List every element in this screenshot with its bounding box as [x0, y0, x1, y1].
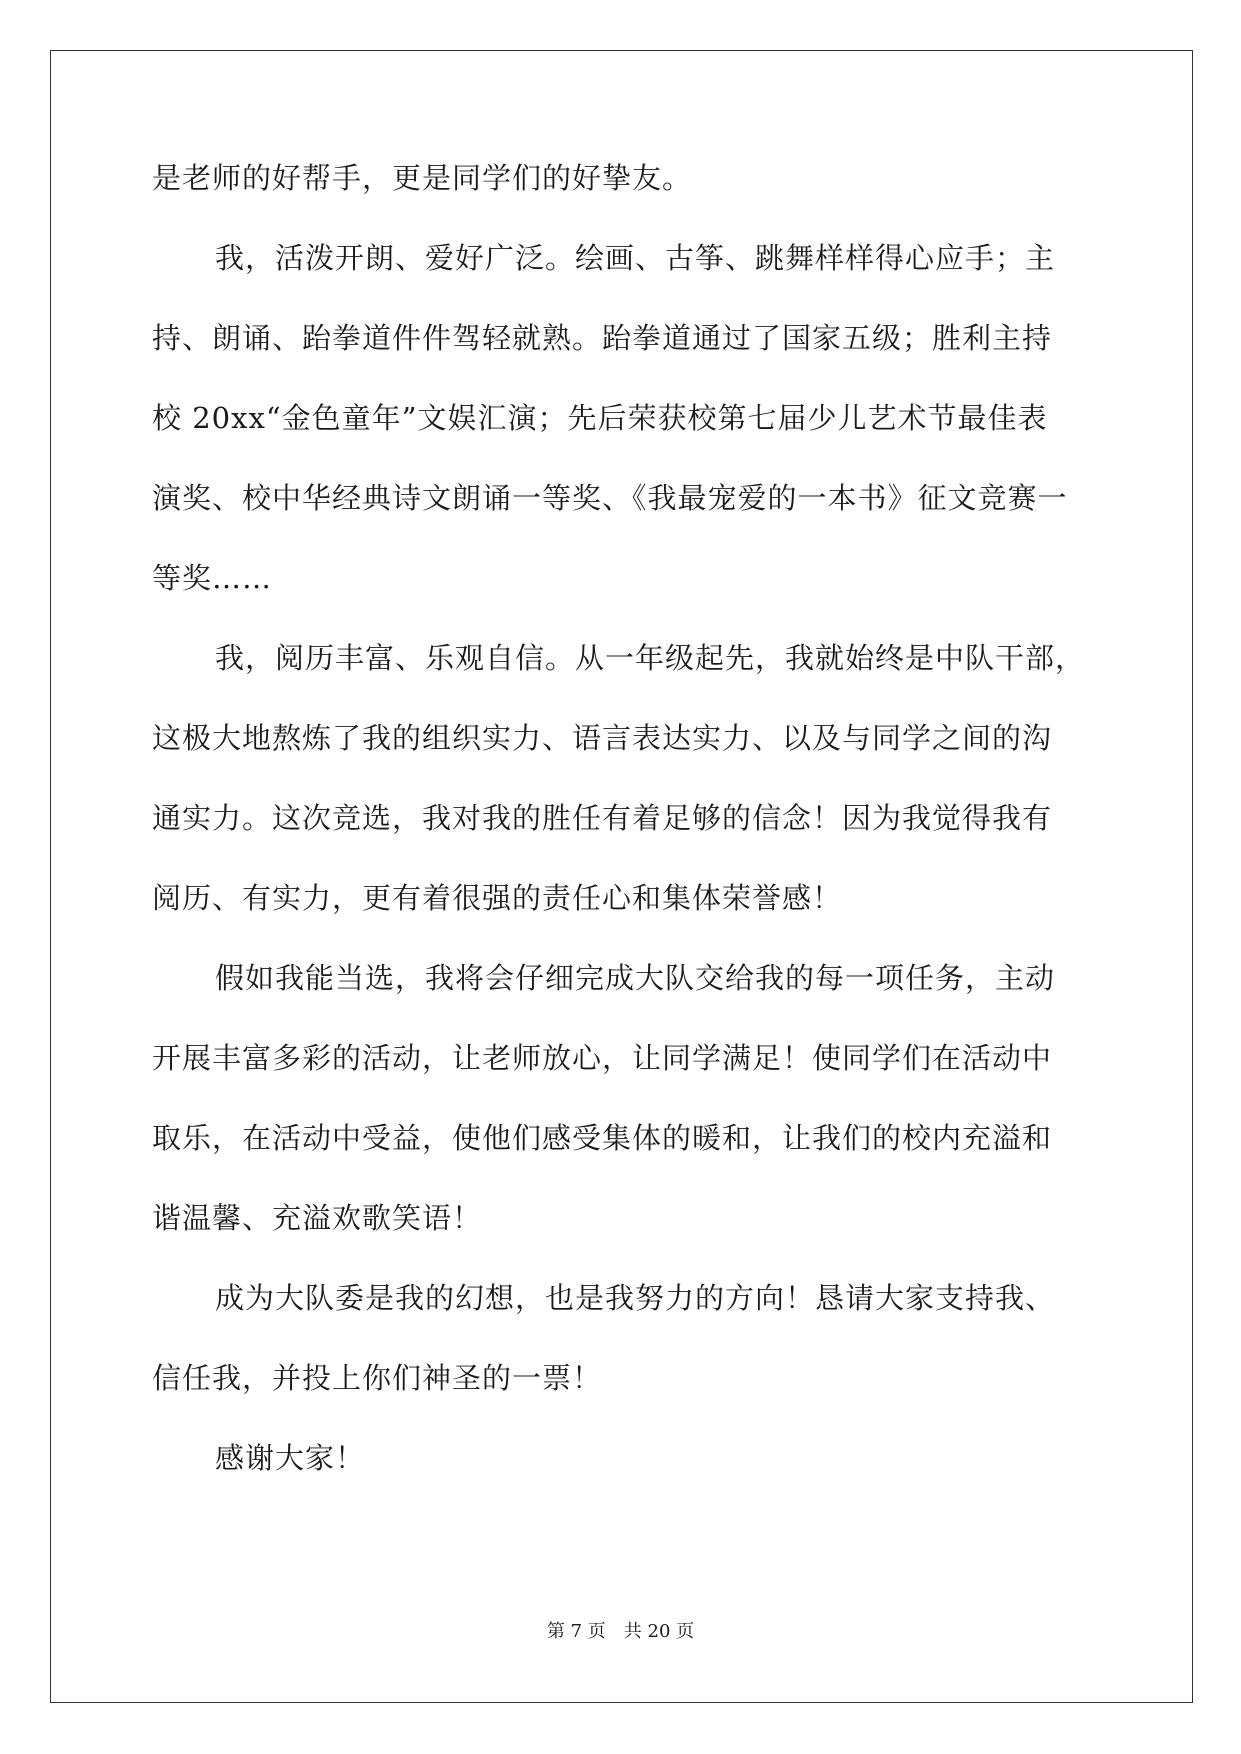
text-line-5: 演奖、校中华经典诗文朗诵一等奖、《我最宠爱的一本书》征文竞赛一	[152, 481, 1068, 515]
text-line-7: 我，阅历丰富、乐观自信。从一年级起先，我就始终是中队干部，	[215, 641, 1086, 675]
text-line-13: 取乐，在活动中受益，使他们感受集体的暖和，让我们的校内充溢和	[152, 1121, 1053, 1155]
text-line-4: 校 20xx“金色童年”文娱汇演；先后荣获校第七届少儿艺术节最佳表	[152, 401, 1048, 435]
text-line-2: 我，活泼开朗、爱好广泛。绘画、古筝、跳舞样样得心应手；主	[215, 241, 1056, 275]
text-line-9: 通实力。这次竞选，我对我的胜任有着足够的信念！因为我觉得我有	[152, 801, 1053, 835]
page-footer	[0, 1620, 1241, 1644]
text-line-14: 谐温馨、充溢欢歌笑语！	[152, 1201, 483, 1235]
page-total: 共 20 页	[623, 1621, 695, 1642]
text-line-16: 信任我，并投上你们神圣的一票！	[152, 1361, 603, 1395]
text-line-12: 开展丰富多彩的活动，让老师放心，让同学满足！使同学们在活动中	[152, 1041, 1053, 1075]
text-line-11: 假如我能当选，我将会仔细完成大队交给我的每一项任务，主动	[215, 961, 1056, 995]
text-line-8: 这极大地熬炼了我的组织实力、语言表达实力、以及与同学之间的沟	[152, 721, 1053, 755]
text-line-6: 等奖……	[152, 561, 273, 595]
text-line-1: 是老师的好帮手，更是同学们的好挚友。	[152, 161, 693, 195]
text-line-10: 阅历、有实力，更有着很强的责任心和集体荣誉感！	[152, 881, 843, 915]
document-body	[152, 160, 1092, 1520]
text-line-17: 感谢大家！	[215, 1441, 366, 1475]
text-line-15: 成为大队委是我的幻想，也是我努力的方向！恳请大家支持我、	[215, 1281, 1056, 1315]
page-number: 第 7 页	[546, 1621, 606, 1642]
text-line-3: 持、朗诵、跆拳道件件驾轻就熟。跆拳道通过了国家五级；胜利主持	[152, 321, 1053, 355]
